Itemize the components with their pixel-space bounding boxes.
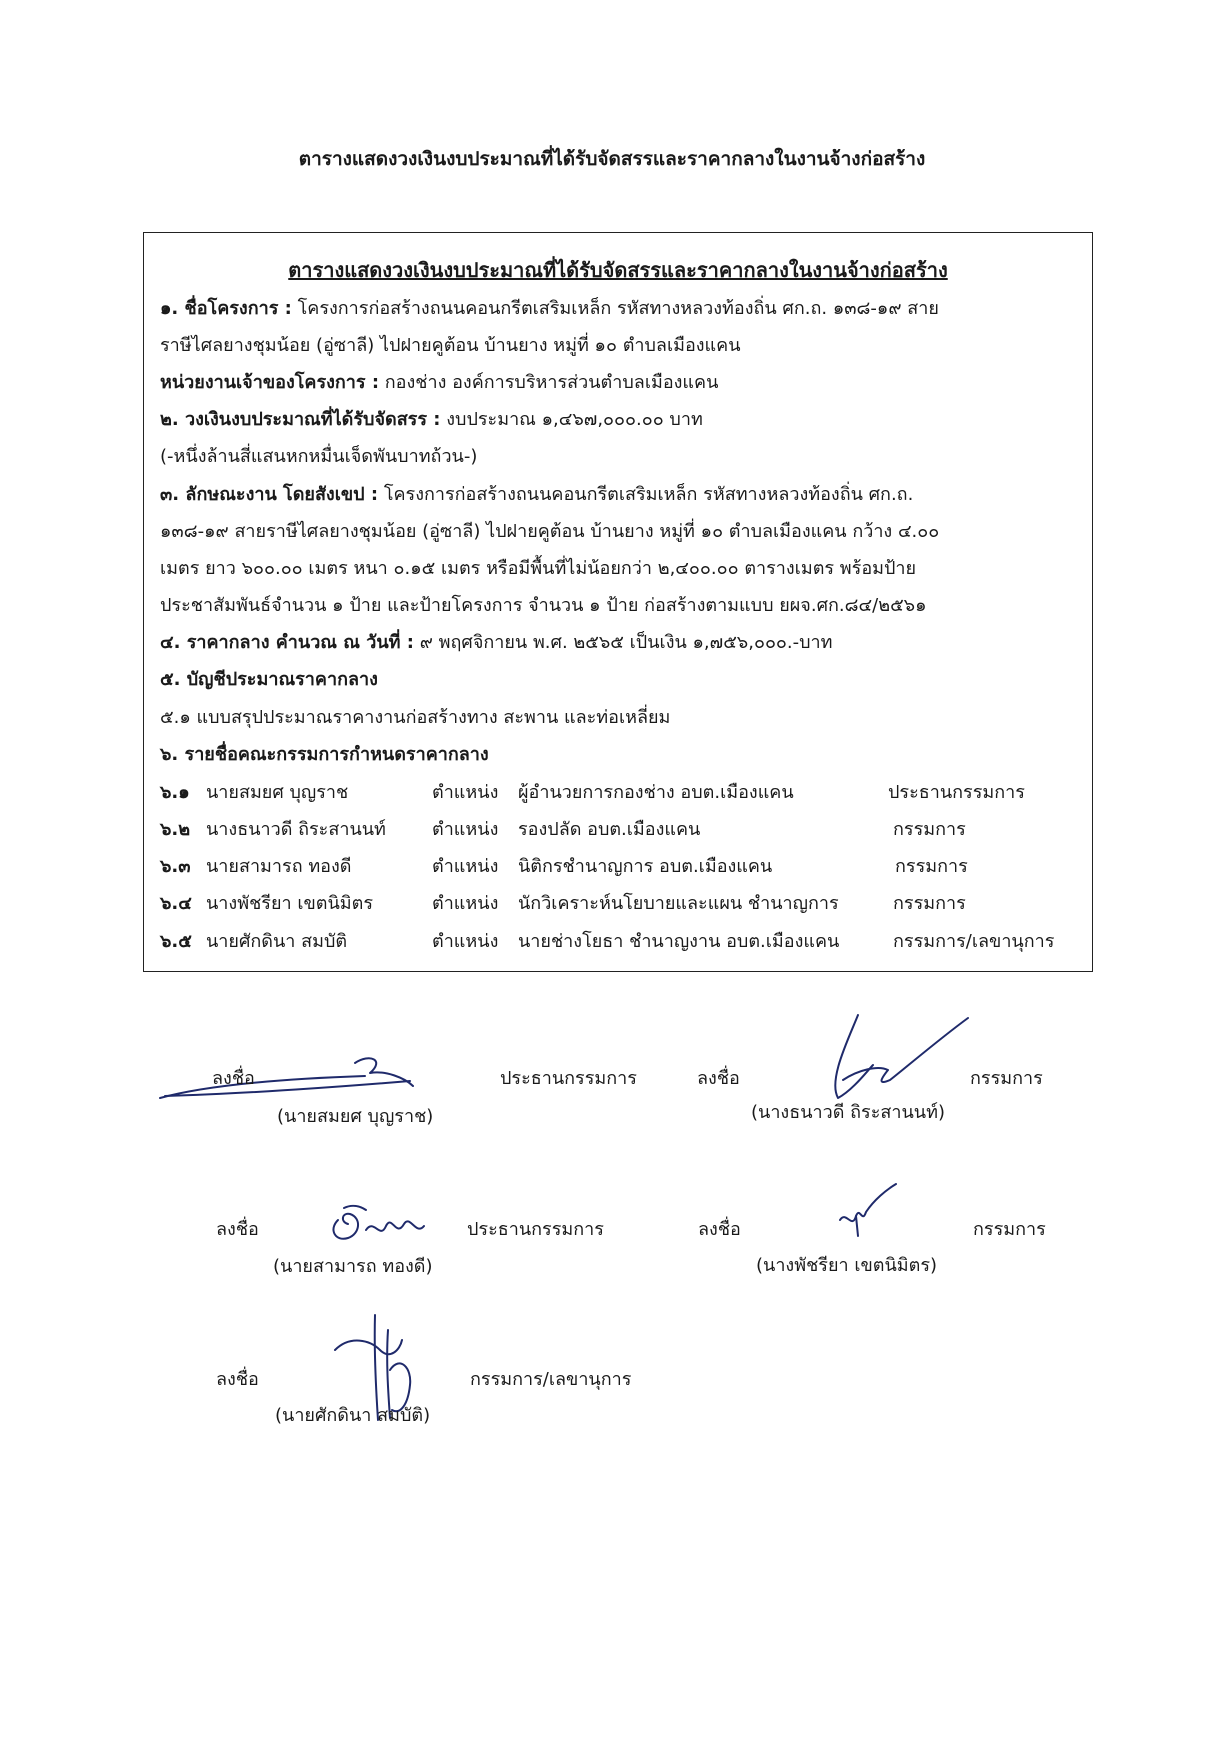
section-3-line-3: เมตร ยาว ๖๐๐.๐๐ เมตร หนา ๐.๑๕ เมตร หรือมีพื้นที่ไม่น้อยกว่า ๒,๔๐๐.๐๐ ตารางเมตร พร้อมป้าย (160, 558, 917, 579)
sign-label: ลงชื่อ (216, 1369, 259, 1390)
committee-no: ๖.๓ (160, 856, 191, 877)
committee-position: ผู้อำนวยการกองช่าง อบต.เมืองแคน (518, 782, 794, 803)
section-3-line-4: ประชาสัมพันธ์จำนวน ๑ ป้าย และป้ายโครงการ จำนวน ๑ ป้าย ก่อสร้างตามแบบ ยผจ.ศก.๘๔/๒๕๖๑ (160, 595, 927, 616)
signature-somyot-icon (155, 1048, 415, 1103)
section-1-label: ๑. ชื่อโครงการ : (160, 298, 292, 319)
committee-no: ๖.๔ (160, 893, 192, 914)
section-3-text-1: โครงการก่อสร้างถนนคอนกรีตเสริมเหล็ก รหัสทางหลวงท้องถิ่น ศก.ถ. (383, 484, 914, 505)
signature-role: ประธานกรรมการ (500, 1068, 637, 1089)
committee-role: ประธานกรรมการ (888, 782, 1025, 803)
committee-role: กรรมการ (893, 893, 966, 914)
committee-position-label: ตำแหน่ง (432, 856, 499, 877)
signature-role: กรรมการ (970, 1068, 1043, 1089)
signature-name: (นายสมยศ บุญราช) (277, 1106, 434, 1127)
signature-patchareeya-icon (830, 1180, 900, 1240)
committee-position: นิติกรชำนาญการ อบต.เมืองแคน (518, 856, 773, 877)
section-3-line-2: ๑๓๘-๑๙ สายราษีไศลยางชุมน้อย (อู่ซาลี) ไปฝายคูต้อน บ้านยาง หมู่ที่ ๑๐ ตำบลเมืองแคน กว้าง ๔.๐๐ (160, 521, 940, 542)
committee-name: นายสมยศ บุญราช (206, 782, 349, 803)
committee-role: กรรมการ (893, 819, 966, 840)
signature-role: กรรมการ/เลขานุการ (470, 1369, 632, 1390)
signature-samart-icon (326, 1200, 436, 1250)
committee-role: กรรมการ (895, 856, 968, 877)
committee-position: นักวิเคราะห์นโยบายและแผน ชำนาญการ (518, 893, 839, 914)
section-6-label: ๖. รายชื่อคณะกรรมการกำหนดราคากลาง (160, 744, 489, 765)
committee-position-label: ตำแหน่ง (432, 782, 499, 803)
section-4-label: ๔. ราคากลาง คำนวณ ณ วันที่ : (160, 632, 414, 653)
section-1-text-1: โครงการก่อสร้างถนนคอนกรีตเสริมเหล็ก รหัสทางหลวงท้องถิ่น ศก.ถ. ๑๓๘-๑๙ สาย (297, 298, 939, 319)
committee-name: นางพัชรียา เขตนิมิตร (206, 893, 374, 914)
signature-name: (นายศักดินา สมบัติ) (275, 1405, 431, 1426)
committee-no: ๖.๑ (160, 782, 190, 803)
section-3-label: ๓. ลักษณะงาน โดยสังเขป : (160, 484, 379, 505)
committee-no: ๖.๕ (160, 931, 192, 952)
signature-name: (นางพัชรียา เขตนิมิตร) (756, 1255, 938, 1276)
committee-name: นางธนาวดี ถิระสานนท์ (206, 819, 386, 840)
section-1-line-2 (160, 330, 741, 359)
section-5-label: ๕. บัญชีประมาณราคากลาง (160, 669, 378, 690)
sign-label: ลงชื่อ (698, 1219, 741, 1240)
section-4-line (160, 627, 833, 656)
section-2-text: งบประมาณ ๑,๔๖๗,๐๐๐.๐๐ บาท (446, 409, 703, 430)
committee-position: รองปลัด อบต.เมืองแคน (518, 819, 701, 840)
sign-label: ลงชื่อ (697, 1068, 740, 1089)
section-4-text: ๙ พฤศจิกายน พ.ศ. ๒๕๖๕ เป็นเงิน ๑,๗๕๖,๐๐๐.-บาท (419, 632, 833, 653)
section-5-1: ๕.๑ แบบสรุปประมาณราคางานก่อสร้างทาง สะพาน และท่อเหลี่ยม (160, 707, 671, 728)
box-title: ตารางแสดงวงเงินงบประมาณที่ได้รับจัดสรรและราคากลางในงานจ้างก่อสร้าง (288, 258, 948, 282)
section-3-line-1 (160, 479, 913, 508)
owner-text: กองช่าง องค์การบริหารส่วนตำบลเมืองแคน (384, 372, 719, 393)
section-1-line-1 (160, 293, 939, 322)
sign-label: ลงชื่อ (212, 1068, 255, 1089)
committee-position-label: ตำแหน่ง (432, 931, 499, 952)
section-2-label: ๒. วงเงินงบประมาณที่ได้รับจัดสรร : (160, 409, 441, 430)
section-2-line (160, 404, 703, 433)
section-1-text-2: ราษีไศลยางชุมน้อย (อู่ซาลี) ไปฝายคูต้อน บ้านยาง หมู่ที่ ๑๐ ตำบลเมืองแคน (160, 335, 741, 356)
signature-name: (นางธนาวดี ถิระสานนท์) (751, 1102, 945, 1123)
owner-label: หน่วยงานเจ้าของโครงการ : (160, 372, 380, 393)
committee-position-label: ตำแหน่ง (432, 819, 499, 840)
signature-role: ประธานกรรมการ (467, 1219, 604, 1240)
committee-position: นายช่างโยธา ชำนาญงาน อบต.เมืองแคน (518, 931, 840, 952)
committee-position-label: ตำแหน่ง (432, 893, 499, 914)
owner-line (160, 367, 718, 396)
signature-thanawadee-icon (818, 1010, 978, 1105)
committee-role: กรรมการ/เลขานุการ (893, 931, 1055, 952)
committee-name: นายสามารถ ทองดี (206, 856, 352, 877)
page-title: ตารางแสดงวงเงินงบประมาณที่ได้รับจัดสรรและราคากลางในงานจ้างก่อสร้าง (298, 148, 926, 170)
sign-label: ลงชื่อ (216, 1219, 259, 1240)
signature-name: (นายสามารถ ทองดี) (273, 1256, 433, 1277)
signature-role: กรรมการ (973, 1219, 1046, 1240)
section-2-words: (-หนึ่งล้านสี่แสนหกหมื่นเจ็ดพันบาทถ้วน-) (160, 446, 478, 467)
committee-no: ๖.๒ (160, 819, 191, 840)
committee-name: นายศักดินา สมบัติ (206, 931, 348, 952)
